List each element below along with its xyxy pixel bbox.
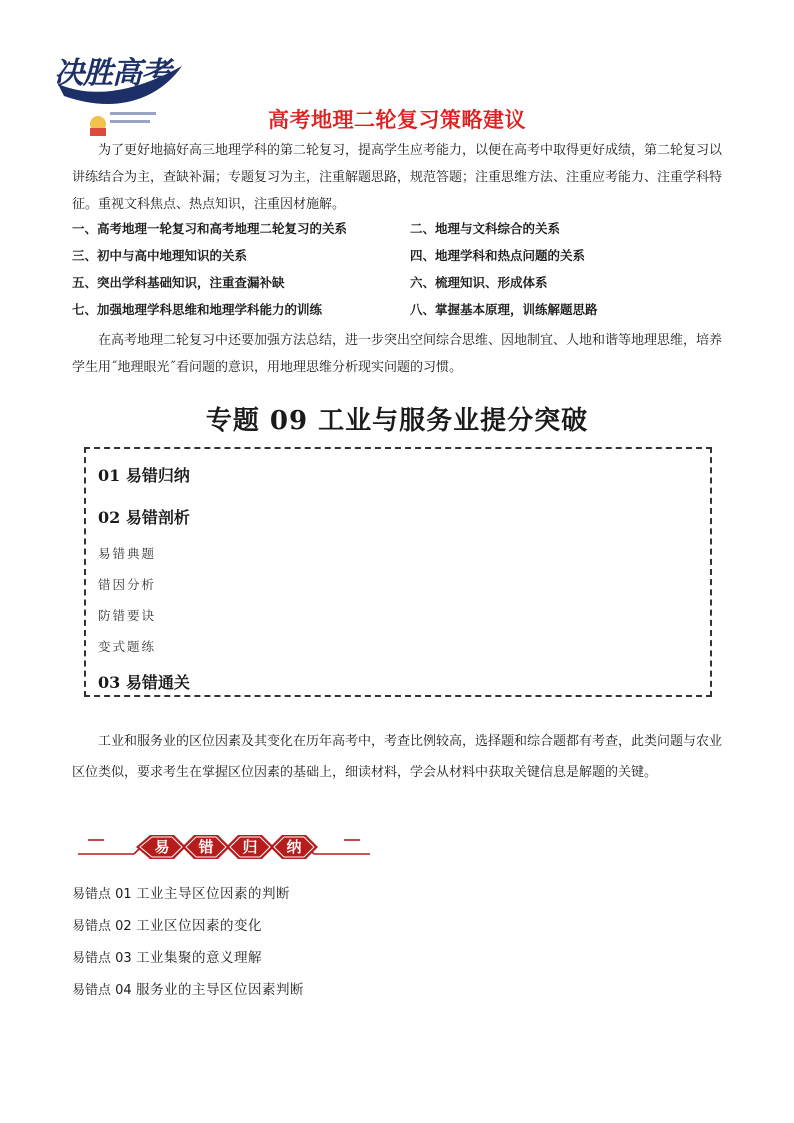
relation-item: 一、高考地理一轮复习和高考地理二轮复习的关系 [72,221,348,236]
error-points-list [72,882,304,1010]
banner-char: 纳 [286,838,302,856]
relation-item: 七、加强地理学科思维和地理学科能力的训练 [72,302,323,317]
error-point-label: 易错点 04 [72,983,132,998]
banner-char: 易 [154,838,170,856]
relation-item: 六、梳理知识、形成体系 [410,275,548,290]
error-point-item [72,946,304,978]
relations-row [72,219,722,246]
relation-item: 八、掌握基本原理，训练解题思路 [410,302,598,317]
relations-row [72,300,722,327]
banner-char: 错 [198,838,214,856]
toc-subitem[interactable]: 错因分析 [98,577,157,592]
relations-row [72,246,722,273]
table-of-contents [84,447,712,697]
relations-grid [72,219,722,327]
relation-item: 四、地理学科和热点问题的关系 [410,248,586,263]
main-title: 高考地理二轮复习策略建议 [268,108,526,132]
toc-subitem[interactable]: 防错要诀 [98,608,157,623]
relation-item: 二、地理与文科综合的关系 [410,221,561,236]
error-point-text: 工业区位因素的变化 [135,918,262,934]
relations-row [72,273,722,300]
relation-item: 五、突出学科基础知识，注重查漏补缺 [72,275,285,290]
error-point-item [72,914,304,946]
banner-char: 归 [242,838,258,856]
summary-paragraph: 工业和服务业的区位因素及其变化在历年高考中，考查比例较高，选择题和综合题都有考查，此类问题与农业区位类似，要求考生在掌握区位因素的基础上，细读材料，学会从材料中获取关键信息是解题的关键。 [72,734,723,780]
intro-paragraph: 为了更好地搞好高三地理学科的第二轮复习，提高学生应考能力，以便在高考中取得更好成绩，第二轮复习以讲练结合为主，查缺补漏；专题复习为主，注重解题思路，规范答题；注重思维方法、注重应考能力、注重学科特征。重视文科焦点、热点知识，注重因材施解。 [72,143,723,212]
toc-heading-1[interactable]: 01 易错归纳 [98,466,190,485]
error-point-label: 易错点 02 [72,919,132,934]
logo-text: 决胜高考 [54,56,170,91]
toc-heading-2[interactable]: 02 易错剖析 [98,508,190,527]
error-point-label: 易错点 03 [72,951,132,966]
banner-graphic [78,826,370,868]
error-point-text: 服务业的主导区位因素判断 [135,982,304,998]
method-paragraph: 在高考地理二轮复习中还要加强方法总结，进一步突出空间综合思维、因地制宜、人地和谐等地理思维，培养学生用˝地理眼光˝看问题的意识，用地理思维分析现实问题的习惯。 [72,333,723,375]
error-point-item [72,978,304,1010]
error-point-text: 工业集聚的意义理解 [135,950,262,966]
section-banner [78,826,370,868]
error-point-label: 易错点 01 [72,887,132,902]
error-point-text: 工业主导区位因素的判断 [135,886,290,902]
relation-item: 三、初中与高中地理知识的关系 [72,248,248,263]
toc-heading-3[interactable]: 03 易错通关 [98,673,190,692]
error-point-item [72,882,304,914]
toc-subitem[interactable]: 易错典题 [98,546,157,561]
topic-title: 专题 09 工业与服务业提分突破 [205,406,589,436]
toc-subitem[interactable]: 变式题练 [98,639,157,654]
